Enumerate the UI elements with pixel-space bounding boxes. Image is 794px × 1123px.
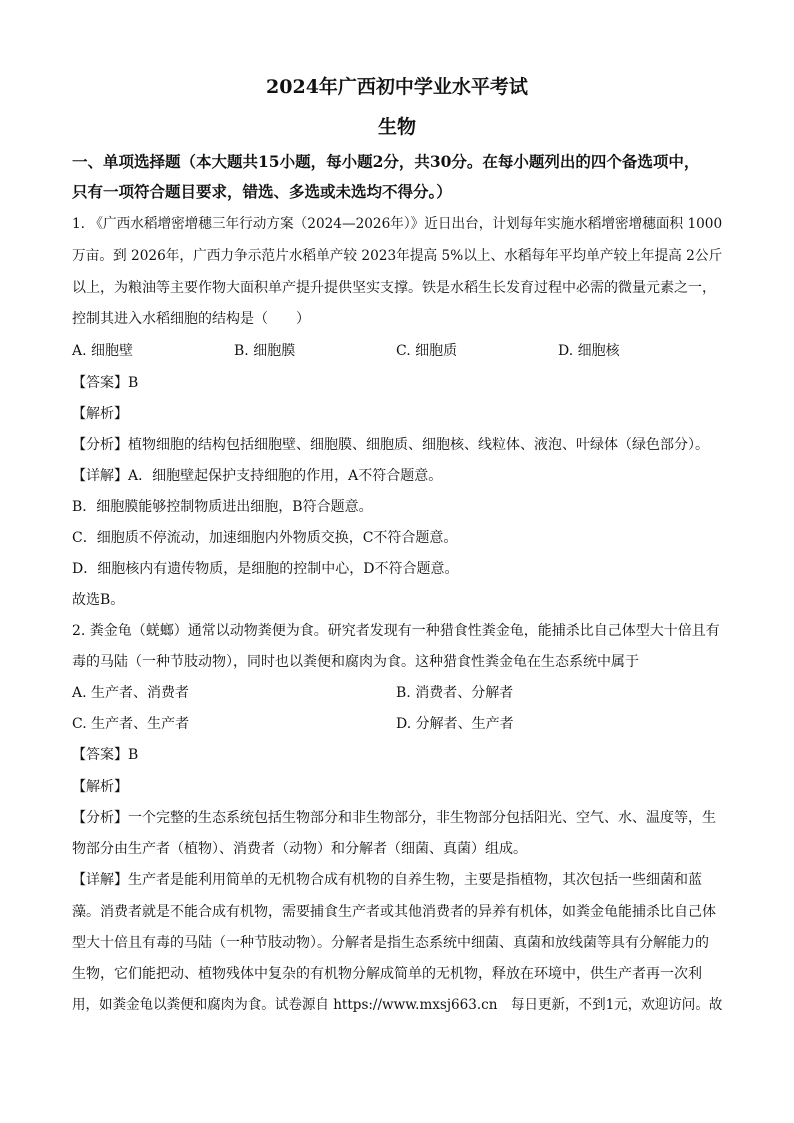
option-a: A. 细胞壁	[72, 343, 134, 359]
question-text-line: 万亩。到 2026年，广西力争示范片水稻单产较 2023年提高 5%以上、水稻每年平均单产较上年提高 2公斤	[72, 248, 723, 264]
detail-line: D．细胞核内有遗传物质，是细胞的控制中心，D不符合题意。	[72, 561, 459, 577]
subject-title: 生物	[377, 116, 416, 138]
detail-line: 【详解】A．细胞壁起保护支持细胞的作用，A不符合题意。	[72, 468, 443, 484]
question-text-line: 1. 《广西水稻增密增穗三年行动方案（2024—2026年）》近日出台，计划每年实施水稻增密增穗面积 1000	[72, 216, 723, 232]
option-d: D. 分解者、生产者	[396, 716, 514, 732]
analysis-label: 【解析】	[72, 406, 128, 422]
detail-line: B．细胞膜能够控制物质进出细胞，B符合题意。	[72, 499, 373, 515]
detail-line: 故选B。	[72, 592, 125, 608]
analysis-text: 物部分由生产者（植物）、消费者（动物）和分解者（细菌、真菌）组成。	[72, 841, 527, 857]
section-heading-line: 一、单项选择题（本大题共15小题，每小题2分，共30分。在每小题列出的四个备选项中，	[72, 152, 700, 171]
detail-line: 型大十倍且有毒的马陆（一种节肢动物）。分解者是指生态系统中细菌、真菌和放线菌等具有分解能力的	[72, 935, 709, 951]
detail-line: C．细胞质不停流动，加速细胞内外物质交换，C不符合题意。	[72, 530, 458, 546]
exam-title: 2024年广西初中学业水平考试	[266, 76, 528, 98]
option-b: B. 细胞膜	[234, 343, 296, 359]
detail-line: 生物，它们能把动、植物残体中复杂的有机物分解成简单的无机物，释放在环境中，供生产者再一次利	[72, 966, 702, 982]
analysis-text: 【分析】植物细胞的结构包括细胞壁、细胞膜、细胞质、细胞核、线粒体、液泡、叶绿体（绿色部分）。	[72, 437, 709, 453]
detail-line: 用，如粪金龟以粪便和腐肉为食。试卷源自 https://www.mxsj663.cn 每日更新，不到1元，欢迎访问。故	[72, 997, 723, 1013]
section-heading-line: 只有一项符合题目要求，错选、多选或未选均不得分。）	[72, 182, 452, 201]
option-a: A. 生产者、消费者	[72, 685, 190, 701]
question-text-line: 毒的马陆（一种节肢动物），同时也以粪便和腐肉为食。这种猎食性粪金龟在生态系统中属于	[72, 654, 639, 670]
detail-line: 【详解】生产者是能利用简单的无机物合成有机物的自养生物，主要是指植物，其次包括一些细菌和蓝	[72, 872, 702, 888]
answer-line: 【答案】B	[72, 747, 139, 763]
question-text-line: 2. 粪金龟（蜣螂）通常以动物粪便为食。研究者发现有一种猎食性粪金龟，能捕杀比自己体型大十倍且有	[72, 623, 720, 639]
option-c: C. 生产者、生产者	[72, 716, 190, 732]
detail-line: 藻。消费者就是不能合成有机物，需要捕食生产者或其他消费者的异养有机体，如粪金龟能捕杀比自己体	[72, 904, 716, 920]
answer-line: 【答案】B	[72, 375, 139, 391]
question-text-line: 控制其进入水稻细胞的结构是（ ）	[72, 311, 310, 327]
question-text-line: 以上，为粮油等主要作物大面积单产提升提供坚实支撑。铁是水稻生长发育过程中必需的微量元素之一，	[72, 280, 716, 296]
analysis-label: 【解析】	[72, 779, 128, 795]
option-d: D. 细胞核	[558, 343, 620, 359]
option-c: C. 细胞质	[396, 343, 458, 359]
option-b: B. 消费者、分解者	[396, 685, 514, 701]
analysis-text: 【分析】一个完整的生态系统包括生物部分和非生物部分，非生物部分包括阳光、空气、水、温度等，生	[72, 810, 716, 826]
